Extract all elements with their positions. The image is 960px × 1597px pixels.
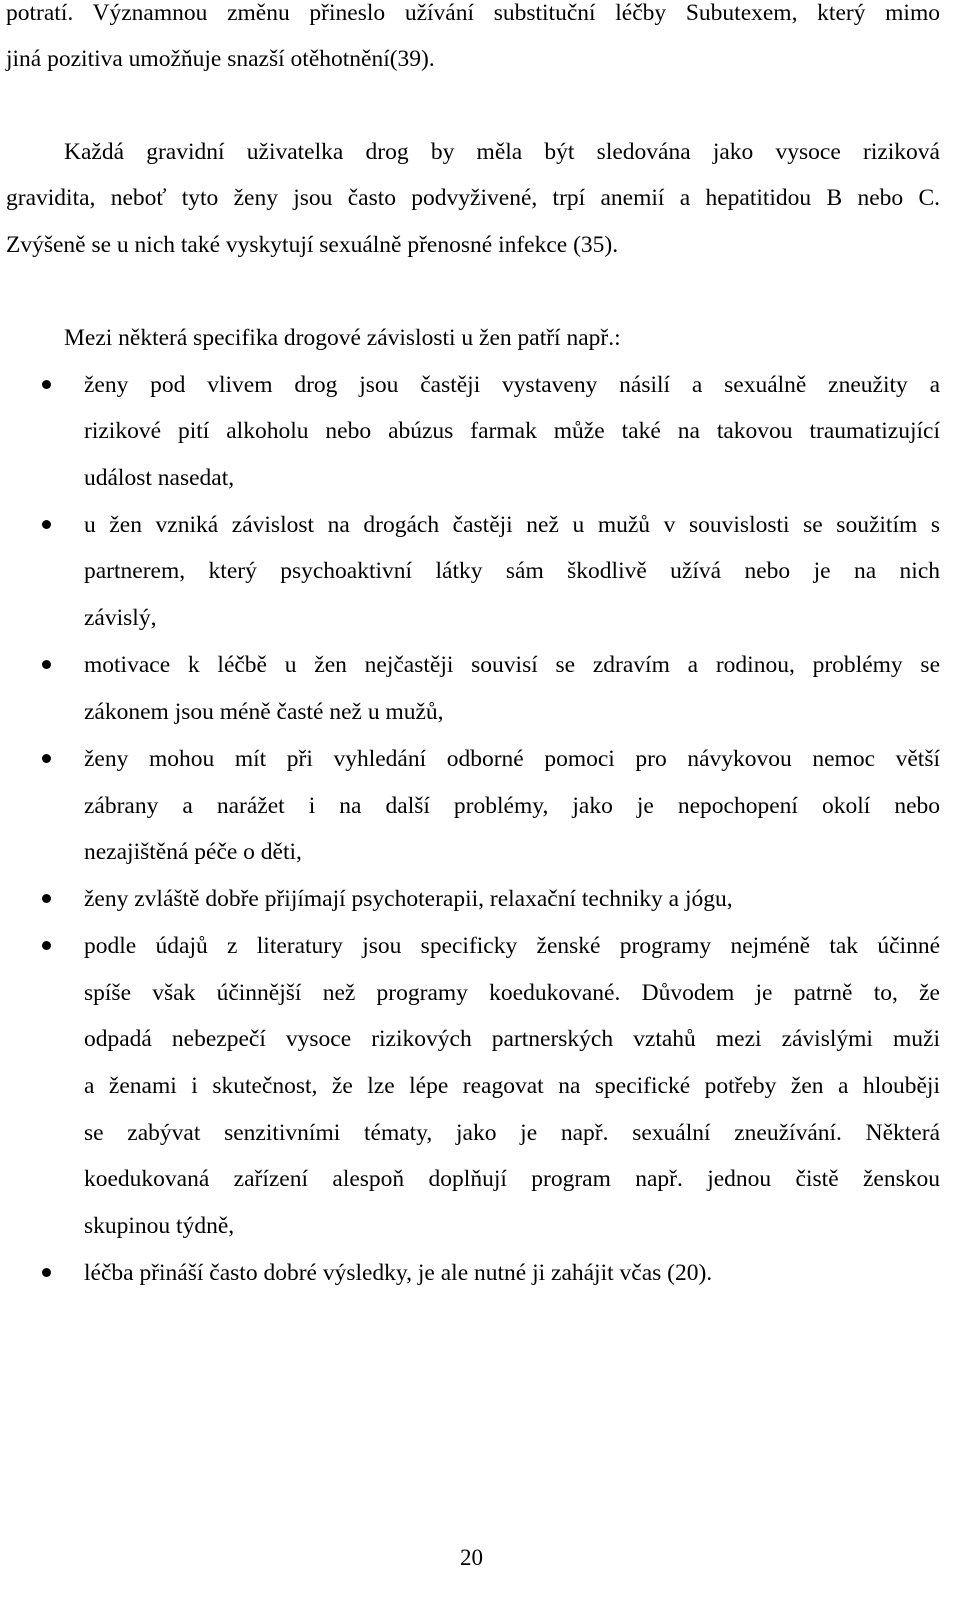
list-item-6-line-2: spíše však účinnější než programy koedukované. Důvodem je patrně to, že [84, 980, 940, 1006]
list-item-3-line-2: zákonem jsou méně časté než u mužů, [84, 699, 444, 725]
list-item-6-line-5: se zabývat senzitivními tématy, jako je např. sexuální zneužívání. Některá [84, 1120, 940, 1146]
list-item-1-line-2: rizikové pití alkoholu nebo abúzus farmak může také na takovou traumatizující [84, 418, 940, 444]
bullet-icon [42, 520, 51, 529]
list-item-4-line-3: nezajištěná péče o děti, [84, 839, 302, 865]
paragraph2-line-2: gravidita, neboť tyto ženy jsou často podvyživené, trpí anemií a hepatitidou B nebo C. [6, 185, 940, 211]
paragraph2-line-3: Zvýšeně se u nich také vyskytují sexuálně přenosné infekce (35). [6, 232, 619, 258]
list-item-7-line-1: léčba přináší často dobré výsledky, je ale nutné ji zahájit včas (20). [84, 1260, 713, 1286]
list-item-3-line-1: motivace k léčbě u žen nejčastěji souvisí se zdravím a rodinou, problémy se [84, 652, 940, 678]
list-item-6-line-7: skupinou týdně, [84, 1213, 235, 1239]
bullet-icon [42, 894, 51, 903]
list-item-6-line-4: a ženami i skutečnost, že lze lépe reagovat na specifické potřeby žen a hlouběji [84, 1073, 940, 1099]
bullet-icon [42, 754, 51, 763]
bullet-icon [42, 380, 51, 389]
list-item-5-line-1: ženy zvláště dobře přijímají psychoterapii, relaxační techniky a jógu, [84, 886, 733, 912]
bullet-icon [42, 660, 51, 669]
intro-line-1: potratí. Významnou změnu přineslo užívání substituční léčby Subutexem, který mimo [6, 0, 940, 26]
list-item-6-line-1: podle údajů z literatury jsou specificky ženské programy nejméně tak účinné [84, 933, 940, 959]
list-item-6-line-6: koedukovaná zařízení alespoň doplňují program např. jednou čistě ženskou [84, 1166, 940, 1192]
list-item-1-line-1: ženy pod vlivem drog jsou častěji vystaveny násilí a sexuálně zneužity a [84, 372, 940, 398]
list-intro: Mezi některá specifika drogové závislosti u žen patří např.: [64, 325, 621, 351]
intro-line-2: jiná pozitiva umožňuje snazší otěhotnění(39). [6, 46, 435, 72]
list-item-1-line-3: událost nasedat, [84, 465, 235, 491]
bullet-icon [42, 1268, 51, 1277]
list-item-4-line-2: zábrany a narážet i na další problémy, jako je nepochopení okolí nebo [84, 793, 940, 819]
bullet-icon [42, 941, 51, 950]
list-item-2-line-1: u žen vzniká závislost na drogách častěji než u mužů v souvislosti se soužitím s [84, 512, 940, 538]
list-item-2-line-3: závislý, [84, 605, 157, 631]
paragraph2-line-1: Každá gravidní uživatelka drog by měla být sledována jako vysoce riziková [64, 139, 940, 165]
page-number: 20 [460, 1545, 483, 1570]
list-item-6-line-3: odpadá nebezpečí vysoce rizikových partnerských vztahů mezi závislými muži [84, 1026, 940, 1052]
list-item-2-line-2: partnerem, který psychoaktivní látky sám škodlivě užívá nebo je na nich [84, 558, 940, 584]
list-item-4-line-1: ženy mohou mít při vyhledání odborné pomoci pro návykovou nemoc větší [84, 746, 940, 772]
